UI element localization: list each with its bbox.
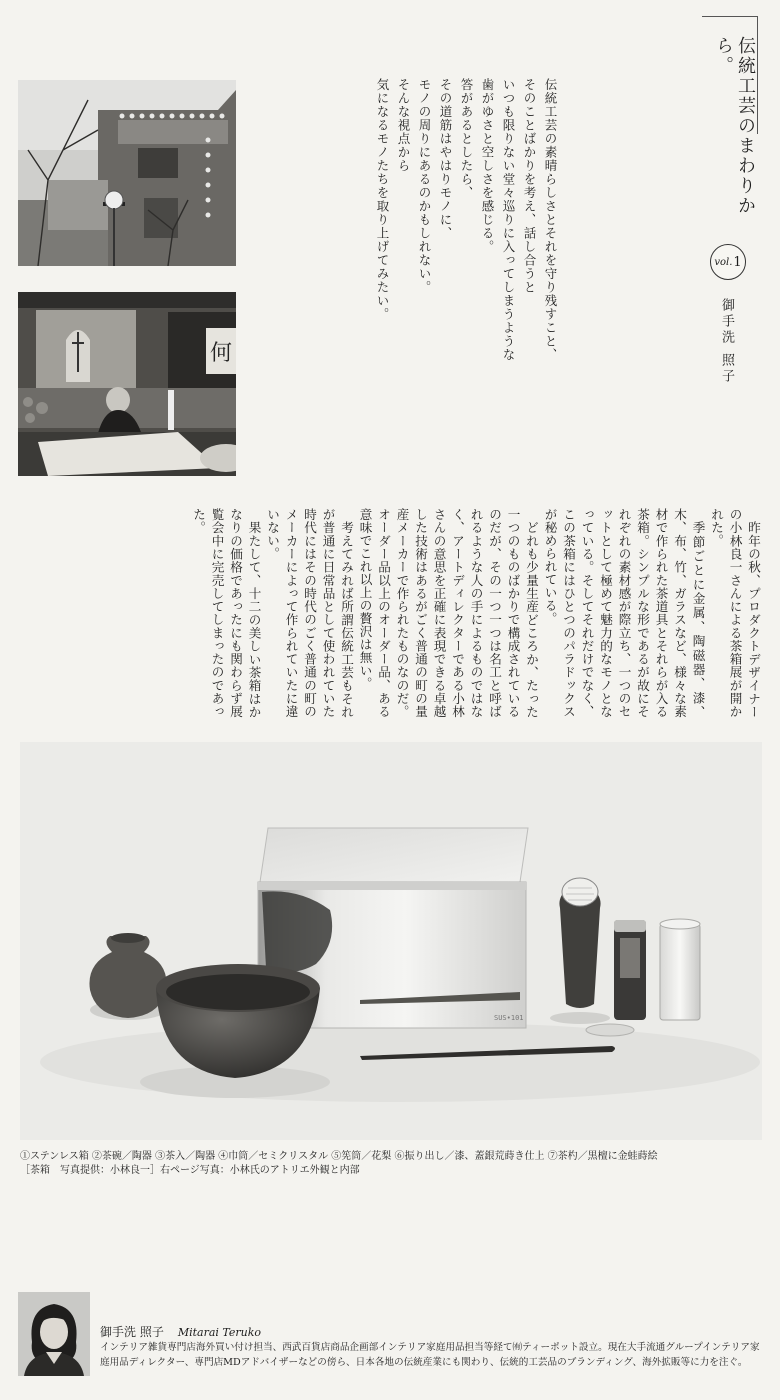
intro-line: 気になるモノたちを取り上げてみたい。 xyxy=(375,78,390,321)
caption-credit: ［茶箱 写真提供：小林良一］右ページ写真：小林氏のアトリエ外観と内部 xyxy=(20,1165,360,1176)
vol-badge xyxy=(710,244,746,280)
profile-romaji: Mitarai Teruko xyxy=(177,1326,262,1339)
box-engraving: SUS•101 xyxy=(494,1014,524,1022)
title-rule-top xyxy=(702,16,758,17)
article-paragraph: 果たして、十二の美しい茶箱はかなりの価格であったにも関わらず展覧会中に完売してしまったのであった。 xyxy=(191,508,262,718)
profile-bio: インテリア雑貨専門店海外買い付け担当、西武百貨店商品企画部インテリア家庭用品担当等経て㈲ティーポット設立。現在大手流通グループインテリア家庭用品ディレクター、専門店MDアドバイザーなどの傍ら、日本各地の伝統産業にも関わり、伝統的工芸品のブランディング、海外拡販等に力を注ぐ。 xyxy=(100,1342,760,1368)
atelier-interior-photo xyxy=(18,292,236,476)
intro-line: 歯がゆさと空しさを感じる。 xyxy=(480,78,495,254)
article-paragraph: 考えてみれば所謂伝統工芸もそれが普通に日常品として使われていた時代にはその時代のごく普通の町のメーカーによって作られていたに違いない。 xyxy=(265,508,354,718)
intro-line: 答があるとしたら、 xyxy=(459,78,474,200)
series-author: 御手洗 照子 xyxy=(719,298,734,386)
title-rule-side xyxy=(757,16,758,134)
vol-number: 1 xyxy=(733,254,742,270)
article-paragraph: 昨年の秋、プロダクトデザイナーの小林良一さんによる茶箱展が開かれた。 xyxy=(709,508,761,718)
intro-line: いつも限りない堂々巡りに入ってしまうような xyxy=(501,78,516,362)
profile-name-line xyxy=(100,1324,261,1341)
article-paragraph: 季節ごとに金属、陶磁器、漆、木、布、竹、ガラスなど、様々な素材で作られた茶道具とそれらが入る茶箱。シンプルな形であるが故にそれぞれの素材感が際立ち、一つのセットとして極めて魅力的なモノとなっている。そしてそれだけでなく、この茶箱にはひとつのパラドックスが秘められている。 xyxy=(542,508,706,718)
intro-line: その道筋はやはりモノに、 xyxy=(438,78,453,240)
article-body xyxy=(18,508,762,718)
intro-line: そんな視点から xyxy=(396,78,411,173)
vol-label: vol. xyxy=(714,256,733,268)
author-portrait xyxy=(18,1292,90,1376)
profile-name: 御手洗 照子 xyxy=(100,1325,164,1339)
intro-line: モノの周りにあるのかもしれない。 xyxy=(417,78,432,294)
article-paragraph: どれも少量生産どころか、たった一つのものばかりで構成されているのだが、その一つ一つは名工と呼ばれるような人の手によるものではなく、アートディレクターである小林さんの意思を正確に表現できる卓越した技術はあるがごく普通の町の量産メーカーで作られたものなのだ。オーダー品以上のオーダー品、ある意味でこれ以上の贅沢は無い。 xyxy=(357,508,539,718)
series-title: 伝統工芸のまわりから。 xyxy=(713,36,756,216)
tea-box-set-photo xyxy=(20,742,762,1140)
intro-line: そのことばかりを考え、話し合うと xyxy=(522,78,537,294)
atelier-exterior-photo xyxy=(18,80,236,266)
intro-text xyxy=(372,78,561,398)
intro-line: 伝統工芸の素晴らしさとそれを守り残すこと、 xyxy=(543,78,558,362)
caption-items: ①ステンレス箱 ②茶碗／陶器 ③茶入／陶器 ④巾筒／セミクリスタル ⑤筅筒／花梨 ⑥振り出し／漆、蓋銀荒蒔き仕上 ⑦茶杓／黒檀に金蛙蒔絵 xyxy=(20,1151,658,1162)
svg-text:何: 何 xyxy=(209,341,233,366)
